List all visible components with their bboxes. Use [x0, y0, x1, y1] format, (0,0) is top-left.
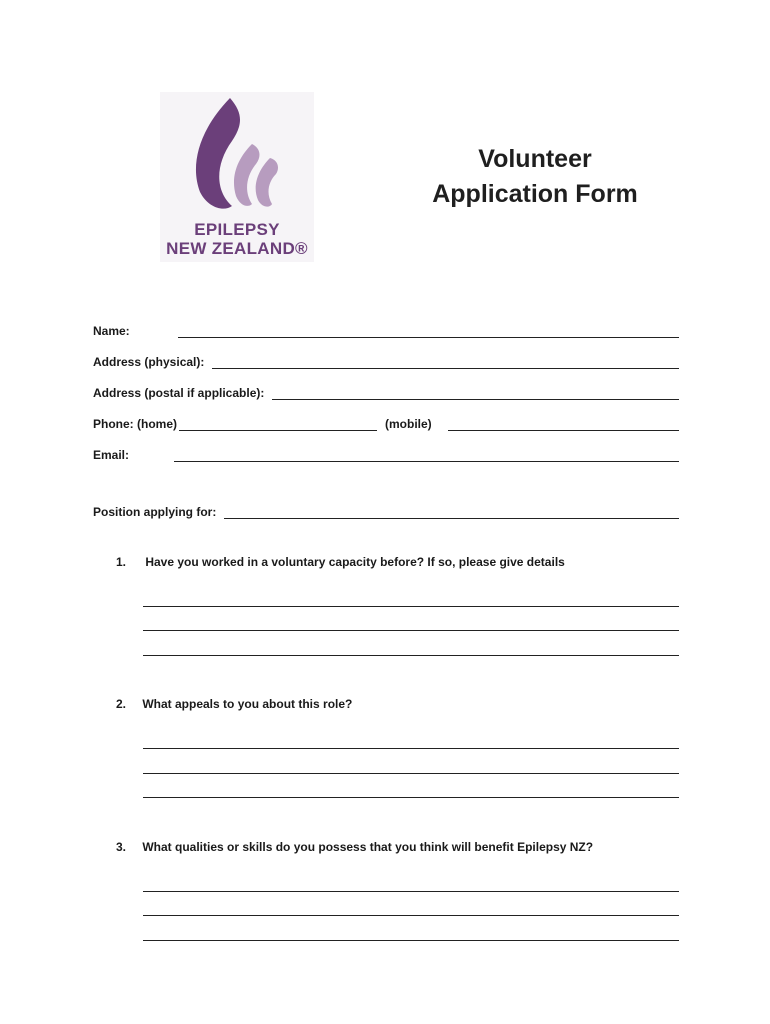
phone-field [93, 415, 679, 431]
question-2-answer-line[interactable] [143, 797, 679, 798]
address-physical-field [93, 353, 679, 369]
question-1-number: 1. [116, 555, 127, 569]
address-postal-field [93, 384, 679, 400]
form-title-line-1: Volunteer [478, 145, 592, 173]
position-label: Position applying for: [93, 505, 217, 519]
email-field [93, 446, 679, 462]
question-1-text: Have you worked in a voluntary capacity before? If so, please give details [145, 555, 565, 569]
question-2-text: What appeals to you about this role? [142, 697, 353, 711]
phone-home-line[interactable] [179, 418, 377, 431]
question-1 [116, 555, 565, 569]
address-physical-line[interactable] [212, 356, 679, 369]
question-1-answer-line[interactable] [143, 655, 679, 656]
form-title-line-2: Application Form [432, 180, 638, 208]
address-postal-line[interactable] [272, 387, 679, 400]
position-line[interactable] [224, 506, 679, 519]
phone-home-label: Phone: (home) [93, 417, 177, 431]
name-line[interactable] [178, 325, 679, 338]
logo-line-1: EPILEPSY [194, 220, 280, 239]
question-1-answer-line[interactable] [143, 630, 679, 631]
question-3 [116, 840, 593, 854]
question-3-answer-line[interactable] [143, 891, 679, 892]
question-2-answer-line[interactable] [143, 748, 679, 749]
question-3-number: 3. [116, 840, 127, 854]
question-3-answer-line[interactable] [143, 940, 679, 941]
address-physical-label: Address (physical): [93, 355, 205, 369]
phone-mobile-label: (mobile) [385, 417, 432, 431]
question-3-text: What qualities or skills do you possess that you think will benefit Epilepsy NZ? [142, 840, 594, 854]
question-1-answer-line[interactable] [143, 606, 679, 607]
question-3-answer-line[interactable] [143, 915, 679, 916]
email-label: Email: [93, 448, 130, 462]
epilepsy-nz-logo [160, 92, 314, 262]
flame-icon [190, 96, 286, 216]
email-line[interactable] [174, 449, 679, 462]
question-2 [116, 697, 352, 711]
name-field [93, 322, 679, 338]
position-field [93, 503, 679, 519]
question-2-answer-line[interactable] [143, 773, 679, 774]
name-label: Name: [93, 324, 130, 338]
phone-mobile-line[interactable] [448, 418, 679, 431]
question-2-number: 2. [116, 697, 127, 711]
logo-line-2: NEW ZEALAND® [166, 239, 308, 258]
address-postal-label: Address (postal if applicable): [93, 386, 265, 400]
